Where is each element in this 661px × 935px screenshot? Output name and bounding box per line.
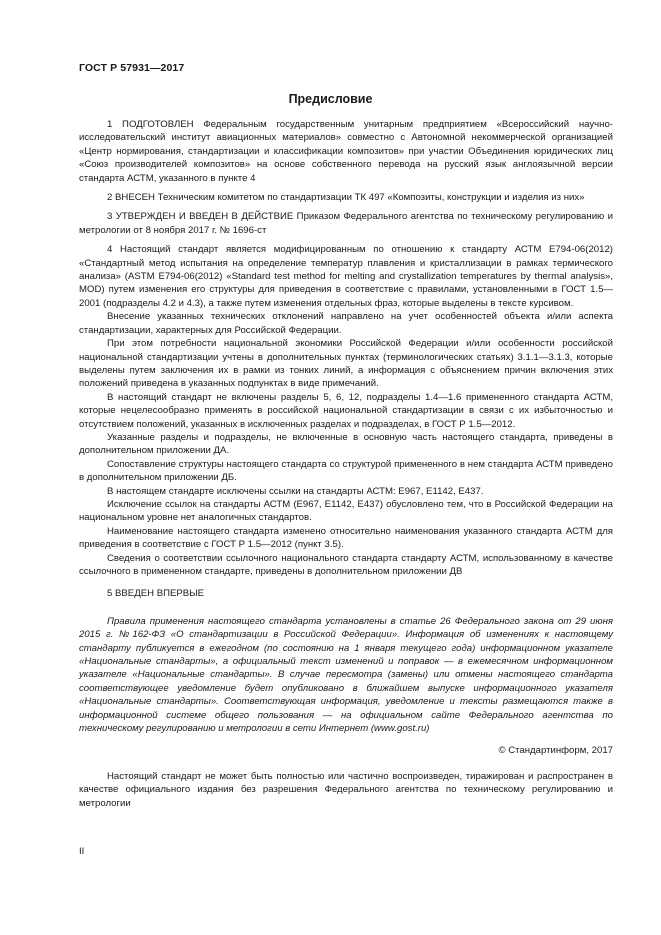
application-rules-text: Правила применения настоящего стандарта установлены в статье 26 Федерального закона от 29 июня 2015 г. №162-ФЗ «О стандартизации в Российской Федерации». Информация об изменениях к настоящему стандарту публикуется в ежегодном (по состоянию на 1 января текущего года) информационном указателе «Национальные стандарты», а официальный текст изменений и поправок — в ежемесячном информационном указателе «Национальные стандарты». В случае пересмотра (замены) или отмены настоящего стандарта соответствующее уведомление будет опубликовано в ближайшем выпуске информационного указателя «Национальные стандарты». Соответствующая информация, уведомление и тексты размещаются также в информационной системе общего пользования — на официальном сайте Федерального агентства по техническому регулированию и метрологии в сети Интернет (www.gost.ru) (79, 615, 613, 735)
paragraph-approved: 3 УТВЕРЖДЕН И ВВЕДЕН В ДЕЙСТВИЕ Приказом Федерального агентства по техническому регулированию и метрологии от 8 ноября 2017 г. № 1696-ст (79, 211, 613, 236)
paragraph-modified-standard: 4 Настоящий стандарт является модифицированным по отношению к стандарту АСТМ Е794-06(2012) «Стандартный метод испытания на определение температур плавления и кристаллизации в рамках термического анализа» (ASTM E794-06(2012) «Standard test method for melting and crystallization temperatures by thermal analysis», MOD) путем изменения его структуры для приведения в соответствие с правилами, установленными в ГОСТ 1.5—2001 (подразделы 4.2 и 4.3), а также путем изменения отдельных фраз, которые выделены в тексте курсивом. (79, 244, 613, 309)
reproduction-notice (79, 770, 613, 810)
paragraph-annex-db: Сопоставление структуры настоящего стандарта со структурой примененного в нем стандарта АСТМ приведено в дополнительном приложении ДБ. (79, 458, 613, 484)
paragraph-national-needs: При этом потребности национальной экономики Российской Федерации и/или особенности российской национальной стандартизации учтены в дополнительных пунктах (терминологических статьях) 3.1.1—3.1.3, которые выделены путем заключения их в рамки из тонких линий, а информация с объяснением причин включения этих положений приведена в указанных подпунктах в виде примечаний. (79, 338, 613, 390)
page-title: Предисловие (288, 92, 373, 106)
paragraph-title-change: Наименование настоящего стандарта изменено относительно наименования указанного стандарта АСТМ для приведения в соответствие с ГОСТ Р 1.5—2012 (пункт 3.5). (79, 525, 613, 551)
paragraph-first-introduced: 5 ВВЕДЕН ВПЕРВЫЕ (107, 588, 205, 600)
page-number: II (79, 846, 85, 857)
paragraph-prepared-by: 1 ПОДГОТОВЛЕН Федеральным государственным унитарным предприятием «Всероссийский научно-исследовательский институт авиационных материалов» совместно с Автономной некоммерческой организацией «Центр нормирования, стандартизации и классификации композитов» при участии Объединения юридических лиц «Союз производителей композитов» на основе собственного перевода на русский язык англоязычной версии стандарта АСТМ, указанного в пункте 4 (79, 119, 613, 184)
paragraph-exclusion-reason: Исключение ссылок на стандарты АСТМ (Е967, Е1142, Е437) обусловлено тем, что в Российской Федерации на национальном уровне нет аналогичных стандартов. (79, 498, 613, 524)
paragraph-annex-dv: Сведения о соответствии ссылочного национального стандарта стандарту АСТМ, использованному в качестве ссылочного в примененном стандарте, приведены в дополнительном приложении ДВ (79, 552, 613, 577)
paragraph-deviations: Внесение указанных технических отклонений направлено на учет особенностей объекта и/или аспекта стандартизации, характерных для Российской Федерации. (79, 311, 613, 336)
standard-id-header: ГОСТ Р 57931—2017 (79, 62, 185, 74)
paragraph-annex-da: Указанные разделы и подразделы, не включенные в основную часть настоящего стандарта, приведены в дополнительном приложении ДА. (79, 431, 613, 457)
paragraph-excluded-references: В настоящем стандарте исключены ссылки на стандарты АСТМ: Е967, Е1142, Е437. (107, 485, 484, 497)
foreword-body (79, 118, 613, 810)
paragraph-excluded-sections: В настоящий стандарт не включены разделы 5, 6, 12, подразделы 1.4—1.6 примененного стандарта АСТМ, которые нецелесообразно применять в российской национальной стандартизации в связи с их избыточностью и отсутствием положений, указанных в исключенных разделах и подразделах, в ГОСТ Р 1.5—2012. (79, 391, 613, 430)
copyright-line: © Стандартинформ, 2017 (498, 745, 613, 757)
reproduction-notice-text: Настоящий стандарт не может быть полностью или частично воспроизведен, тиражирован и распространен в качестве официального издания без разрешения Федерального агентства по техническому регулированию и метрологии (79, 770, 613, 809)
paragraph-introduced-by: 2 ВНЕСЕН Техническим комитетом по стандартизации ТК 497 «Композиты, конструкции и изделия из них» (107, 192, 585, 204)
application-rules-notice (79, 615, 613, 736)
